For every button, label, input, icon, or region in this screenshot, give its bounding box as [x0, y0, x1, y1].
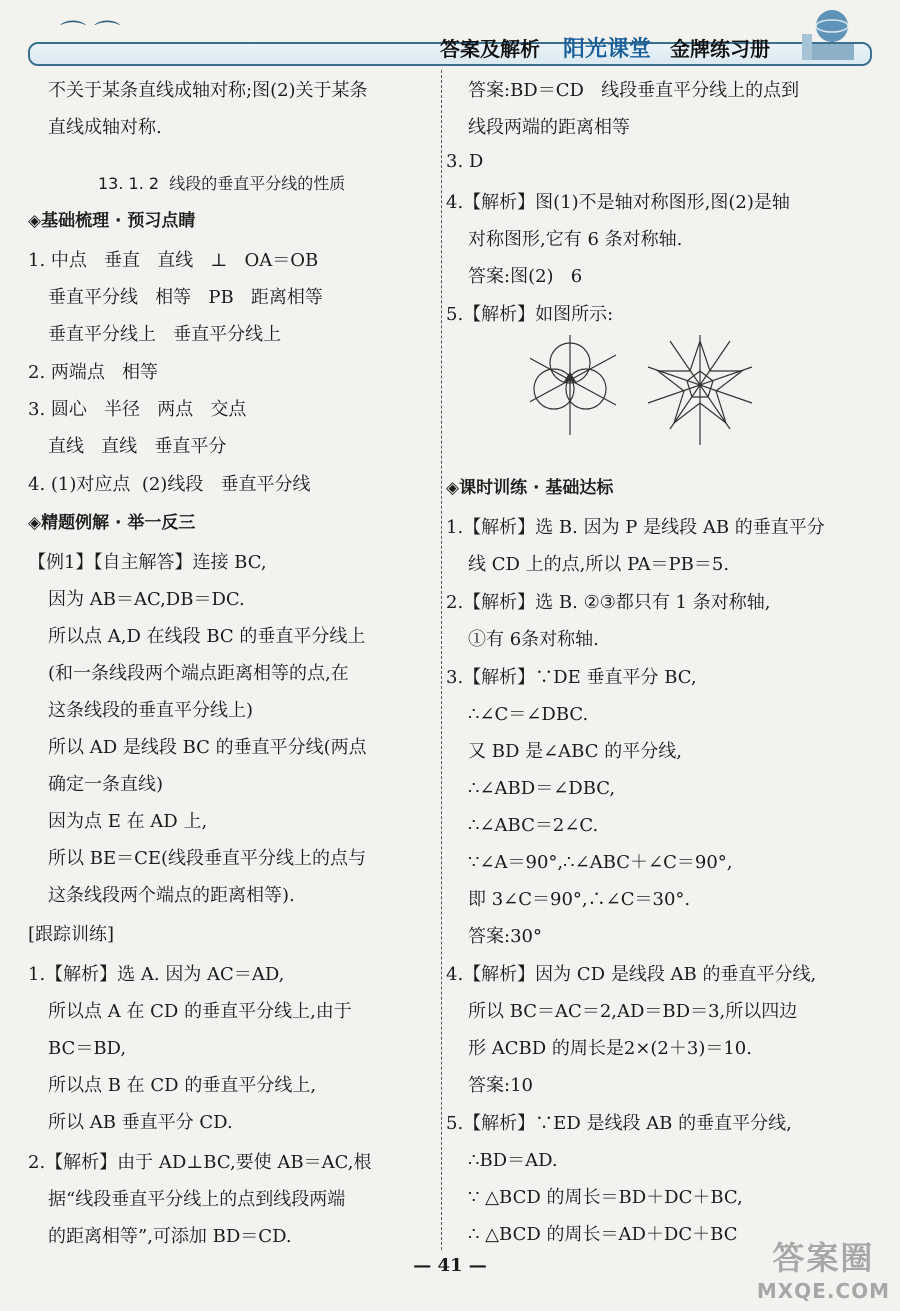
right-text-line: 4.【解析】图(1)不是轴对称图形,图(2)是轴	[446, 192, 790, 213]
right-text-line: 5.【解析】∵ED 是线段 AB 的垂直平分线,	[446, 1113, 792, 1134]
page-number: — 41 —	[413, 1255, 487, 1276]
right-text-line: 线 CD 上的点,所以 PA＝PB＝5.	[468, 554, 730, 575]
right-text-line: 3. D	[446, 151, 484, 172]
left-column	[28, 68, 440, 1251]
header-book: 金牌练习册	[670, 37, 770, 61]
left-text-line: 这条线段的垂直平分线上)	[48, 700, 254, 721]
watermark-logo: 答案圈	[772, 1239, 875, 1277]
left-text-line: (和一条线段两个端点距离相等的点,在	[48, 663, 349, 684]
right-text-line: 答案:BD＝CD 线段垂直平分线上的点到	[468, 80, 800, 101]
right-text-line: ∴∠ABD＝∠DBC,	[468, 778, 616, 799]
right-text-line: 4.【解析】因为 CD 是线段 AB 的垂直平分线,	[446, 964, 817, 985]
right-text-line: ∴∠ABC＝2∠C.	[468, 815, 599, 836]
left-text-line: 因为 AB＝AC,DB＝DC.	[48, 589, 245, 610]
left-text-line: 直线成轴对称.	[48, 117, 162, 138]
left-text-line: 据“线段垂直平分线上的点到线段两端	[48, 1189, 346, 1210]
birds-icon: ⌒ ⌒	[60, 20, 121, 50]
right-text-line: 形 ACBD 的周长是2×(2＋3)＝10.	[468, 1038, 752, 1059]
solution-figure	[530, 335, 770, 455]
left-text-line: 所以 BE＝CE(线段垂直平分线上的点与	[48, 848, 367, 869]
right-text-line: 答案:图(2) 6	[468, 266, 583, 287]
left-text-line: 所以 AD 是线段 BC 的垂直平分线(两点	[48, 737, 367, 758]
left-text-line: 所以点 A 在 CD 的垂直平分线上,由于	[48, 1001, 352, 1022]
left-text-line: ◈精题例解 · 举一反三	[28, 513, 196, 533]
right-text-line: 5.【解析】如图所示:	[446, 304, 614, 325]
globe-icon	[796, 4, 860, 64]
left-text-line: 所以点 B 在 CD 的垂直平分线上,	[48, 1075, 317, 1096]
right-text-line: 对称图形,它有 6 条对称轴.	[468, 229, 683, 250]
left-text-line: 1. 中点 垂直 直线 ⊥ OA＝OB	[28, 250, 319, 271]
left-text-line: 3. 圆心 半径 两点 交点	[28, 399, 247, 420]
right-text-line: ∴ △BCD 的周长＝AD＋DC＋BC	[468, 1224, 738, 1245]
watermark	[757, 1233, 890, 1303]
left-text-line: 这条线段两个端点的距离相等).	[48, 885, 295, 906]
left-text-line: 因为点 E 在 AD 上,	[48, 811, 208, 832]
left-text-line: 直线 直线 垂直平分	[48, 436, 227, 457]
left-text-line: 2.【解析】由于 AD⊥BC,要使 AB＝AC,根	[28, 1152, 372, 1173]
left-text-line: [跟踪训练]	[28, 924, 115, 945]
right-column	[446, 68, 876, 1251]
left-text-line: 所以点 A,D 在线段 BC 的垂直平分线上	[48, 626, 366, 647]
right-text-line: 2.【解析】选 B. ②③都只有 1 条对称轴,	[446, 592, 771, 613]
left-text-line: BC＝BD,	[48, 1038, 127, 1059]
header-brand: 阳光课堂	[563, 37, 652, 62]
left-text-line: 1.【解析】选 A. 因为 AC＝AD,	[28, 964, 285, 985]
left-text-line: 的距离相等”,可添加 BD＝CD.	[48, 1226, 292, 1247]
left-text-line: 2. 两端点 相等	[28, 362, 159, 383]
right-text-line: 1.【解析】选 B. 因为 P 是线段 AB 的垂直平分	[446, 517, 825, 538]
header-title	[440, 32, 770, 63]
watermark-url: MXQE.COM	[756, 1279, 890, 1303]
right-text-line: 所以 BC＝AC＝2,AD＝BD＝3,所以四边	[468, 1001, 798, 1022]
left-text-line: 不关于某条直线成轴对称;图(2)关于某条	[48, 80, 368, 101]
right-text-line: ∵ △BCD 的周长＝BD＋DC＋BC,	[468, 1187, 743, 1208]
right-text-line: 又 BD 是∠ABC 的平分线,	[468, 741, 682, 762]
left-text-line: 所以 AB 垂直平分 CD.	[48, 1112, 233, 1133]
right-text-line: 线段两端的距离相等	[468, 117, 630, 138]
left-text-line: 垂直平分线上 垂直平分线上	[48, 324, 282, 345]
page-header	[0, 0, 900, 68]
left-text-line: ◈基础梳理 · 预习点睛	[28, 211, 196, 231]
right-text-line: ①有 6条对称轴.	[468, 629, 599, 650]
right-text-line: 答案:30°	[468, 926, 542, 947]
left-text-line: 确定一条直线)	[48, 774, 164, 795]
header-answers: 答案及解析	[440, 37, 541, 61]
left-text-line: 13. 1. 2 线段的垂直平分线的性质	[98, 174, 346, 193]
right-text-line: 即 3∠C＝90°,∴∠C＝30°.	[468, 889, 691, 910]
right-text-line: 答案:10	[468, 1075, 533, 1096]
left-text-line: 4. (1)对应点 (2)线段 垂直平分线	[28, 474, 311, 495]
left-text-line: 垂直平分线 相等 PB 距离相等	[48, 287, 323, 308]
column-divider	[441, 70, 442, 1250]
left-text-line: 【例1】【自主解答】连接 BC,	[28, 552, 267, 573]
right-text-line: ∵∠A＝90°,∴∠ABC＋∠C＝90°,	[468, 852, 733, 873]
right-text-line: 3.【解析】∵DE 垂直平分 BC,	[446, 667, 697, 688]
right-text-line: ∴BD＝AD.	[468, 1150, 558, 1171]
right-text-line: ∴∠C＝∠DBC.	[468, 704, 589, 725]
right-text-line: ◈课时训练 · 基础达标	[446, 478, 614, 498]
